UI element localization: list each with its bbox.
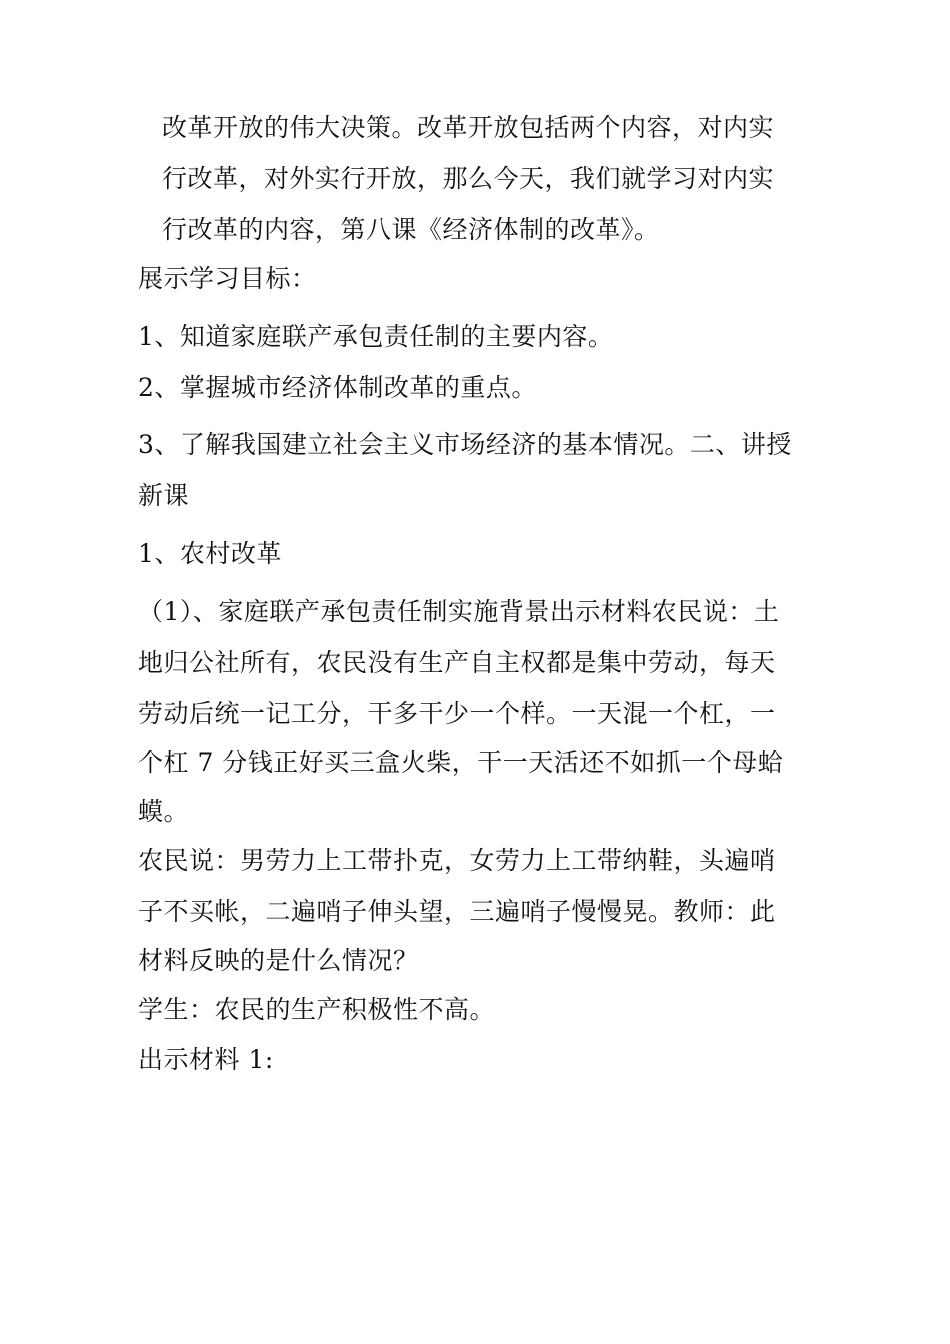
- paragraph-line: （1）、家庭联产承包责任制实施背景出示材料农民说：土: [138, 597, 780, 626]
- objective-item: 2、掌握城市经济体制改革的重点。: [138, 373, 537, 402]
- paragraph-line: 蟆。: [138, 797, 190, 826]
- student-answer: 学生：农民的生产积极性不高。: [138, 995, 496, 1024]
- intro-line: 行改革的内容，第八课《经济体制的改革》。: [162, 215, 660, 244]
- paragraph-line: 地归公社所有，农民没有生产自主权都是集中劳动，每天: [138, 648, 776, 677]
- objective-item-wrap: 新课: [138, 481, 190, 510]
- intro-line: 改革开放的伟大决策。改革开放包括两个内容，对内实: [162, 113, 775, 142]
- section-heading: 1、农村改革: [138, 539, 282, 568]
- objectives-heading: 展示学习目标：: [138, 264, 317, 293]
- paragraph-line: 农民说：男劳力上工带扑克，女劳力上工带纳鞋，头遍哨: [138, 846, 776, 875]
- intro-line: 行改革，对外实行开放，那么今天，我们就学习对内实: [162, 164, 775, 193]
- paragraph-line: 子不买帐，二遍哨子伸头望，三遍哨子慢慢晃。教师：此: [138, 897, 776, 926]
- paragraph-line: 劳动后统一记工分，干多干少一个样。一天混一个杠，一: [138, 699, 776, 728]
- paragraph-line: 个杠 7 分钱正好买三盒火柴，干一天活还不如抓一个母蛤: [138, 748, 784, 777]
- paragraph-line: 材料反映的是什么情况？: [138, 946, 419, 975]
- objective-item: 3、了解我国建立社会主义市场经济的基本情况。二、讲授: [138, 430, 792, 459]
- material-label: 出示材料 1:: [138, 1045, 274, 1074]
- objective-item: 1、知道家庭联产承包责任制的主要内容。: [138, 322, 614, 351]
